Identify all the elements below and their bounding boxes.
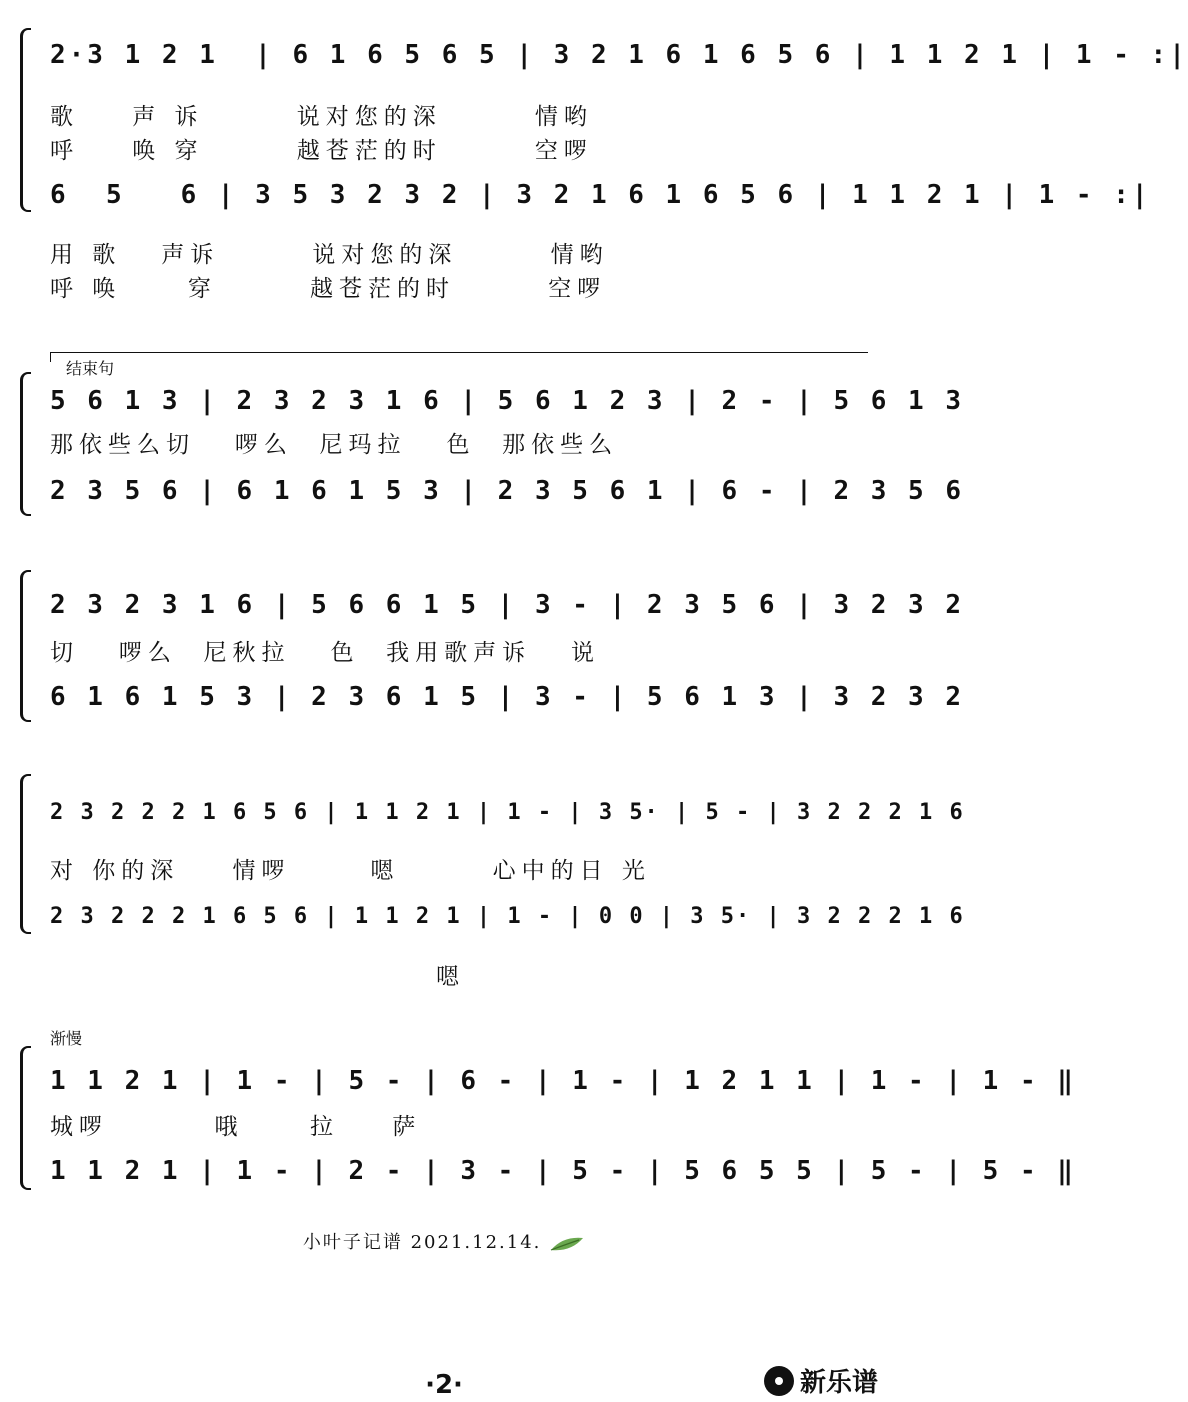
upper-staff (50, 386, 965, 426)
upper-staff (50, 1066, 1076, 1106)
lower-staff (50, 476, 965, 516)
credit-text: 小叶子记谱 2021.12.14. (302, 1232, 542, 1253)
upper-staff (50, 40, 1188, 80)
record-disc-icon (764, 1366, 794, 1396)
system-5 (20, 1066, 1076, 1206)
upper-staff (50, 590, 965, 630)
lower-staff (50, 180, 1151, 220)
lower-lyrics-verse-1: 用 歌 声诉 说对您的深 情哟 (50, 242, 609, 268)
system-2 (20, 380, 965, 540)
lower-notes: 2 3 5 6 | 6 1 6 1 5 3 | 2 3 5 6 1 | 6 - | 2 3 5 6 (50, 476, 965, 506)
system-brace (20, 28, 31, 212)
upper-notes: 2 3 2 3 1 6 | 5 6 6 1 5 | 3 - | 2 3 5 6 | 3 2 3 2 (50, 590, 965, 620)
upper-lyrics: 城啰 哦 拉 萨 (50, 1114, 422, 1140)
upper-lyrics-verse-1: 歌 声 诉 说对您的深 情哟 (50, 104, 593, 130)
page-number: ·2· (425, 1370, 463, 1400)
system-3 (20, 590, 965, 740)
upper-staff (50, 800, 965, 840)
upper-lyrics-verse-2: 呼 唤 穿 越苍茫的时 空啰 (50, 138, 593, 164)
lower-notes: 2 3 2 2 2 1 6 5 6 | 1 1 2 1 | 1 - | 0 0 | 3 5· | 3 2 2 2 1 6 (50, 904, 965, 929)
upper-notes: 2 3 2 2 2 1 6 5 6 | 1 1 2 1 | 1 - | 3 5· | 5 - | 3 2 2 2 1 6 (50, 800, 965, 825)
lower-notes: 6 5 6 | 3 5 3 2 3 2 | 3 2 1 6 1 6 5 6 | 1 1 2 1 | 1 - :| (50, 180, 1151, 210)
lower-notes: 6 1 6 1 5 3 | 2 3 6 1 5 | 3 - | 5 6 1 3 | 3 2 3 2 (50, 682, 965, 712)
system-brace (20, 372, 31, 516)
site-logo[interactable] (764, 1362, 878, 1399)
lower-staff (50, 904, 965, 944)
upper-lyrics: 那依些么切 啰么 尼玛拉 色 那依些么 (50, 432, 619, 458)
system-brace (20, 570, 31, 722)
system-1 (20, 20, 1188, 302)
section-label: 结束句 (66, 359, 115, 378)
logo-text: 新乐谱 (799, 1368, 878, 1398)
upper-lyrics: 切 啰么 尼秋拉 色 我用歌声诉 说 (50, 640, 601, 666)
ending-section-line (50, 352, 868, 353)
upper-notes: 5 6 1 3 | 2 3 2 3 1 6 | 5 6 1 2 3 | 2 - | 5 6 1 3 (50, 386, 965, 416)
transcriber-credit (0, 1228, 888, 1254)
tempo-marking: 渐慢 (50, 1029, 83, 1048)
system-4 (20, 800, 965, 990)
system-brace (20, 1046, 31, 1190)
lower-lyrics: 嗯 (50, 964, 466, 990)
upper-lyrics: 对 你的深 情啰 嗯 心中的日 光 (50, 858, 651, 884)
upper-notes: 2·3 1 2 1 | 6 1 6 5 6 5 | 3 2 1 6 1 6 5 6 | 1 1 2 1 | 1 - :| (50, 40, 1188, 70)
system-brace (20, 774, 31, 934)
lower-staff (50, 682, 965, 722)
ending-section-tick (50, 352, 51, 362)
lower-notes: 1 1 2 1 | 1 - | 2 - | 3 - | 5 - | 5 6 5 5 | 5 - | 5 - ‖ (50, 1156, 1076, 1186)
lower-staff (50, 1156, 1076, 1196)
upper-notes: 1 1 2 1 | 1 - | 5 - | 6 - | 1 - | 1 2 1 1 | 1 - | 1 - ‖ (50, 1066, 1076, 1096)
leaf-icon (549, 1234, 585, 1252)
lower-lyrics-verse-2: 呼 唤 穿 越苍茫的时 空啰 (50, 276, 607, 302)
